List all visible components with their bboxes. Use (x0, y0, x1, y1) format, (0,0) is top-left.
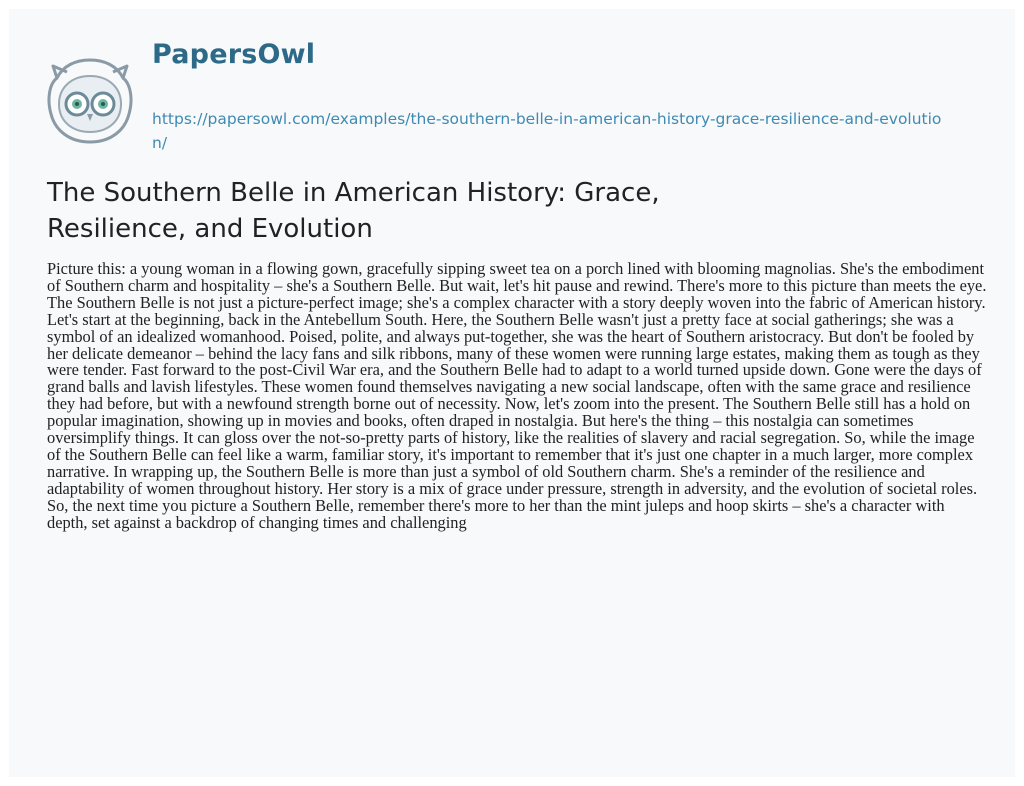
document-title: The Southern Belle in American History: Grace, Resilience, and Evolution (47, 178, 660, 244)
brand-name: PapersOwl (152, 39, 316, 70)
owl-logo-icon (43, 54, 137, 148)
source-url-link[interactable]: https://papersowl.com/examples/the-southern-belle-in-american-history-grace-resilience-and-evolution/ (152, 110, 942, 152)
document-page (9, 9, 1015, 777)
page-header (9, 9, 1015, 159)
document-body: Picture this: a young woman in a flowing gown, gracefully sipping sweet tea on a porch lined with blooming magnolias. She's the embodiment of Southern charm and hospitality – she's a Southern Belle. But wait, let's hit pause and rewind. There's more to this picture than meets the eye. The Southern Belle is not just a picture-perfect image; she's a complex character with a story deeply woven into the fabric of American history. Let's start at the beginning, back in the Antebellum South. Here, the Southern Belle wasn't just a pretty face at social gatherings; she was a symbol of an idealized womanhood. Poised, polite, and always put-together, she was the heart of Southern aristocracy. But don't be fooled by her delicate demeanor – behind the lacy fans and silk ribbons, many of these women were running large estates, making them as tough as they were tender. Fast forward to the post-Civil War era, and the Southern Belle had to adapt to a world turned upside down. Gone were the days of grand balls and lavish lifestyles. These women found themselves navigating a new social landscape, often with the same grace and resilience they had before, but with a newfound strength borne out of necessity. Now, let's zoom into the present. The Southern Belle still has a hold on popular imagination, showing up in movies and books, often draped in nostalgia. But here's the thing – this nostalgia can sometimes oversimplify things. It can gloss over the not-so-pretty parts of history, like the realities of slavery and racial segregation. So, while the image of the Southern Belle can feel like a warm, familiar story, it's important to remember that it's just one chapter in a much larger, more complex narrative. In wrapping up, the Southern Belle is more than just a symbol of old Southern charm. She's a reminder of the resilience and adaptability of women throughout history. Her story is a mix of grace under pressure, strength in adversity, and the evolution of societal roles. So, the next time you picture a Southern Belle, remember there's more to her than the mint juleps and hoop skirts – she's a character with depth, set against a backdrop of changing times and challenging (47, 259, 987, 532)
